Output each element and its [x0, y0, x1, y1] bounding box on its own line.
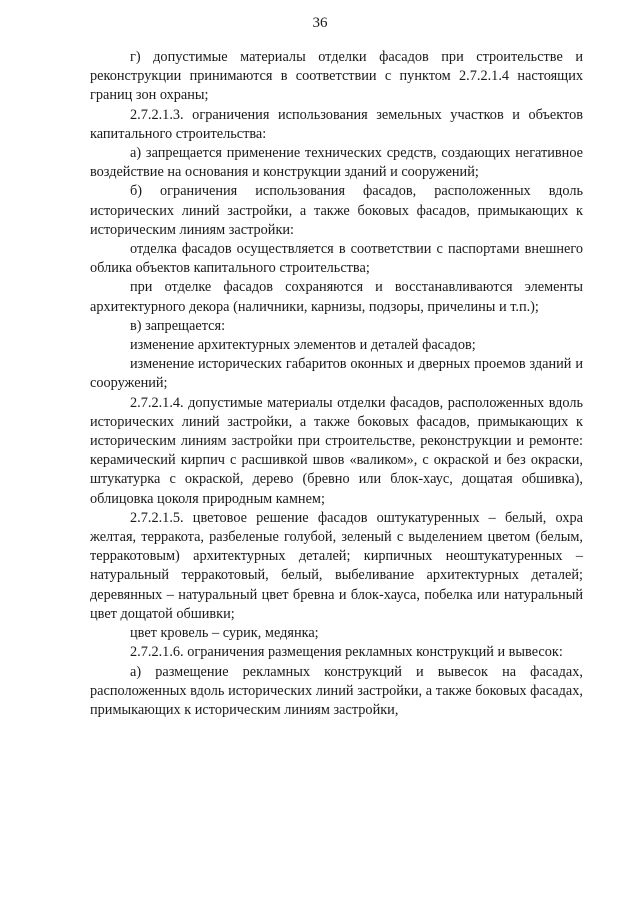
- paragraph: изменение архитектурных элементов и деталей фасадов;: [130, 337, 476, 354]
- paragraph: 2.7.2.1.5. цветовое решение фасадов оштукатуренных – белый, охра желтая, терракота, разбеленые голубой, зеленый с выделением цветом (белым, терракотовым) архитектурных деталей; кирпичных неоштукатуренных – натуральный терракотовый, белый, выбеливание архитектурных деталей; деревянных – натуральный цвет бревна и блок-хауса, побелка или натуральный цвет дощатой обшивки;: [90, 509, 583, 622]
- paragraph: б) ограничения использования фасадов, расположенных вдоль исторических линий застройки, а также боковых фасадов, примыкающих к историческим линиям застройки:: [90, 183, 583, 238]
- paragraph: в) запрещается:: [130, 317, 226, 334]
- paragraph: 2.7.2.1.6. ограничения размещения рекламных конструкций и вывесок:: [130, 644, 563, 661]
- paragraph: 2.7.2.1.4. допустимые материалы отделки фасадов, расположенных вдоль исторических линий застройки, а также боковых фасадов, примыкающих к историческим линиям застройки при строительстве, реконструкции и ремонте: керамический кирпич с расшивкой швов «валиком», с окраской и без окраски, штукатурка с окраской, дерево (бревно или блок-хаус, дощатая обшивка), облицовка цоколя природным камнем;: [90, 394, 583, 507]
- paragraph: при отделке фасадов сохраняются и восстанавливаются элементы архитектурного декора (наличники, карнизы, подзоры, причелины и т.п.);: [90, 279, 583, 315]
- paragraph: а) запрещается применение технических средств, создающих негативное воздействие на основания и конструкции зданий и сооружений;: [90, 145, 583, 181]
- document-body: [90, 48, 583, 720]
- paragraph: 2.7.2.1.3. ограничения использования земельных участков и объектов капитального строительства:: [90, 106, 583, 142]
- paragraph: г) допустимые материалы отделки фасадов при строительстве и реконструкции принимаются в соответствии с пунктом 2.7.2.1.4 настоящих границ зон охраны;: [90, 49, 583, 104]
- paragraph: изменение исторических габаритов оконных и дверных проемов зданий и сооружений;: [90, 356, 583, 392]
- paragraph: а) размещение рекламных конструкций и вывесок на фасадах, расположенных вдоль исторических линий застройки, а также боковых фасадах, примыкающих к историческим линиям застройки,: [90, 663, 583, 718]
- paragraph: цвет кровель – сурик, медянка;: [130, 625, 319, 642]
- page-number: 36: [312, 15, 328, 31]
- paragraph: отделка фасадов осуществляется в соответствии с паспортами внешнего облика объектов капитального строительства;: [90, 241, 583, 277]
